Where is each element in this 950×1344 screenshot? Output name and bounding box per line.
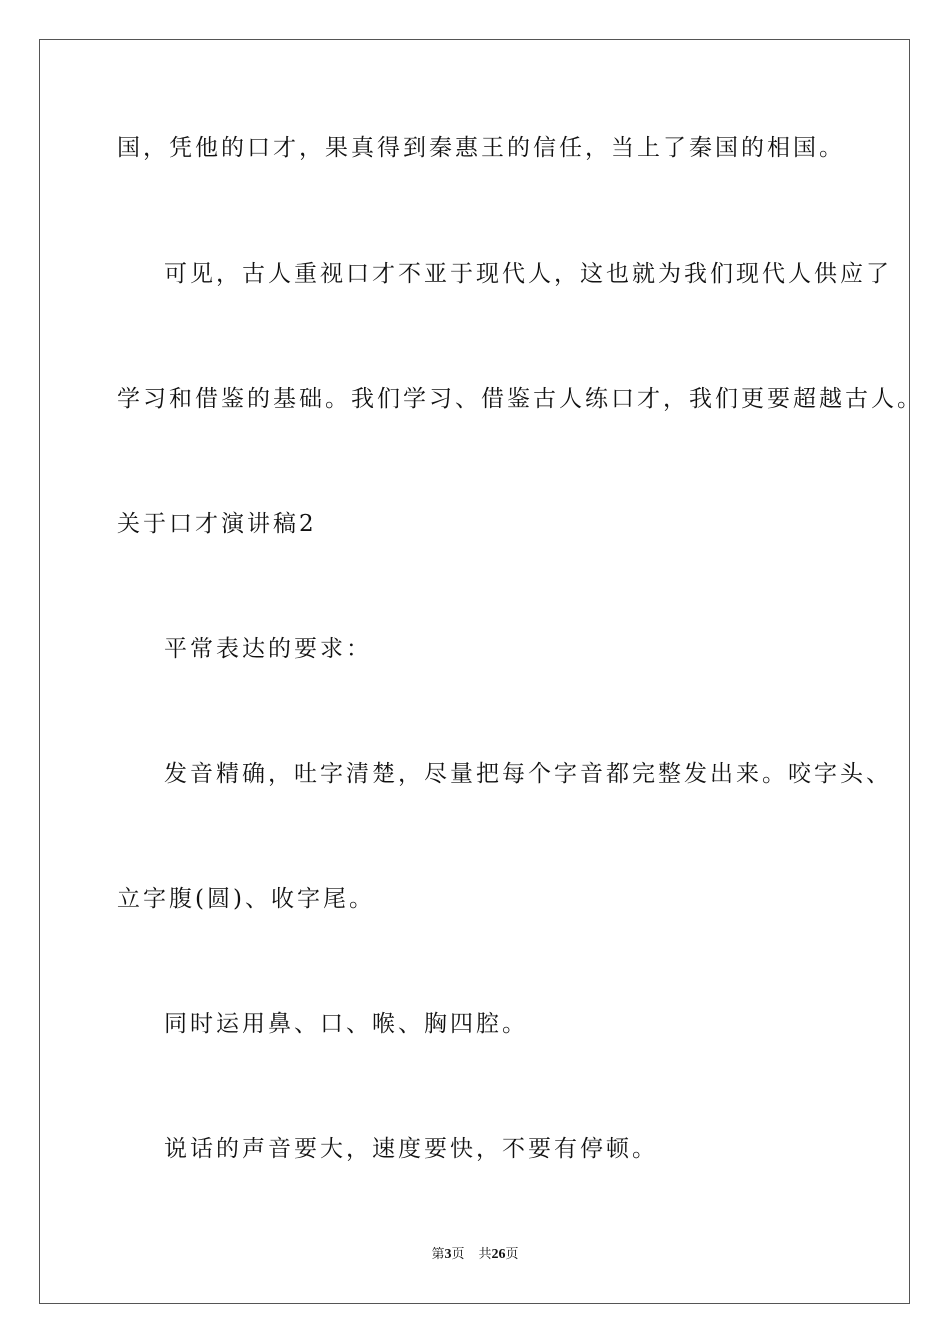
text-line-6: 发音精确，吐字清楚，尽量把每个字音都完整发出来。咬字头、 <box>164 761 892 787</box>
section-heading: 关于口才演讲稿2 <box>117 511 317 537</box>
text-line-9: 说话的声音要大，速度要快，不要有停顿。 <box>164 1136 658 1162</box>
page-footer <box>0 1247 950 1263</box>
page-frame <box>39 39 910 1304</box>
text-line-8: 同时运用鼻、口、喉、胸四腔。 <box>164 1011 528 1037</box>
footer-page-number: 3 <box>444 1247 452 1262</box>
text-line-5: 平常表达的要求： <box>164 636 372 662</box>
footer-total-prefix: 共 <box>478 1247 492 1262</box>
footer-page-suffix: 页 <box>451 1247 465 1262</box>
footer-total-suffix: 页 <box>505 1247 519 1262</box>
footer-page-prefix: 第 <box>431 1247 445 1262</box>
text-line-7: 立字腹(圆)、收字尾。 <box>117 886 375 912</box>
text-line-2: 可见，古人重视口才不亚于现代人，这也就为我们现代人供应了 <box>164 261 892 287</box>
footer-total-pages: 26 <box>491 1247 506 1262</box>
text-line-3: 学习和借鉴的基础。我们学习、借鉴古人练口才，我们更要超越古人。 <box>117 386 923 412</box>
text-line-1: 国，凭他的口才，果真得到秦惠王的信任，当上了秦国的相国。 <box>117 135 845 161</box>
